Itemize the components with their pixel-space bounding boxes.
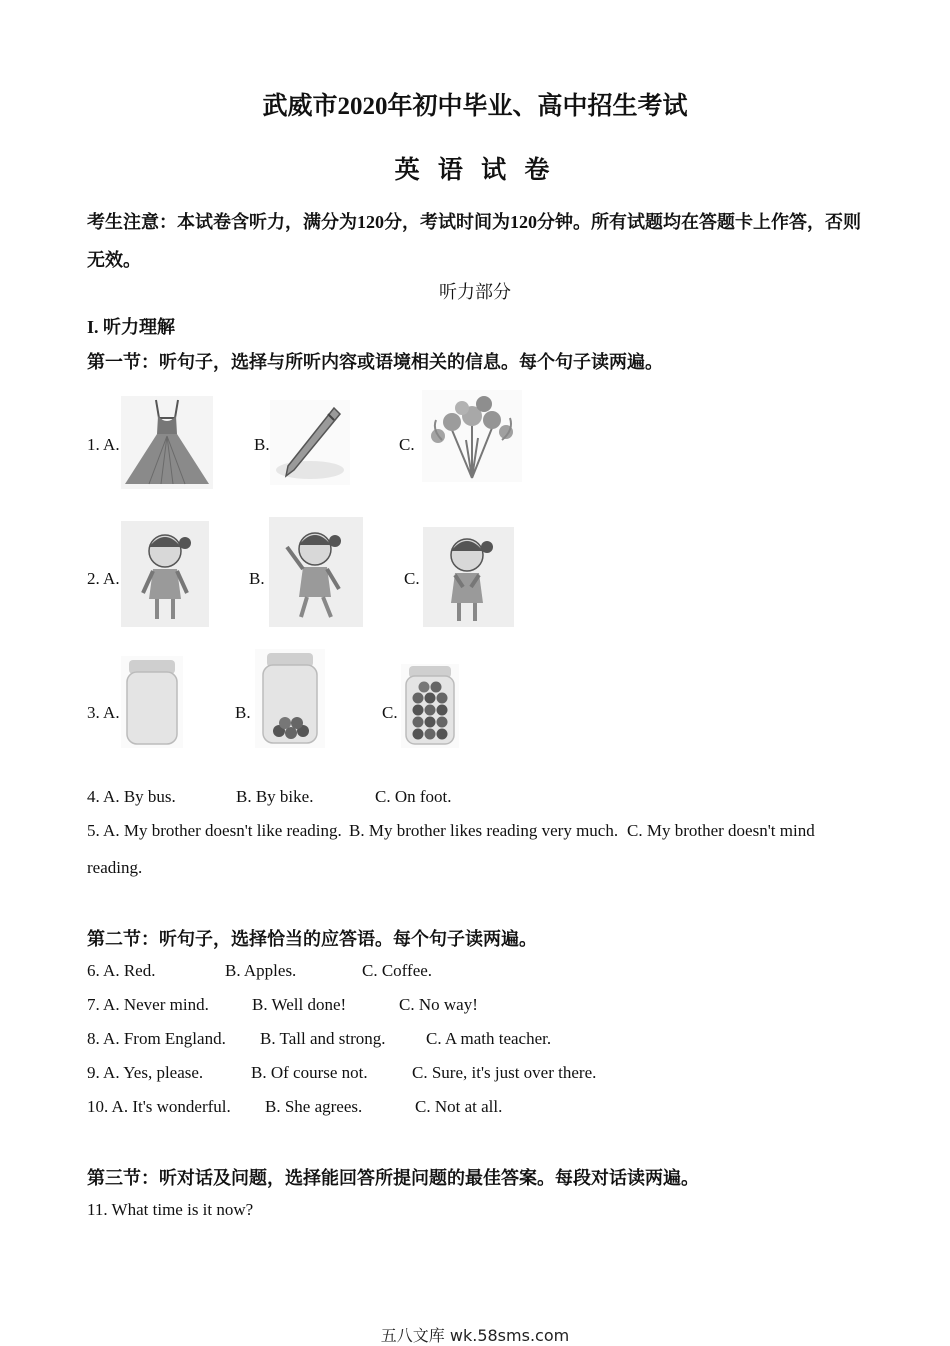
jar-full-balls-image bbox=[401, 664, 459, 748]
q1-option-c-label: C. bbox=[399, 435, 415, 454]
q1-option-a-label: 1. A. bbox=[87, 435, 120, 454]
section3-heading: 第三节：听对话及问题，选择能回答所提问题的最佳答案。每段对话读两遍。 bbox=[87, 1168, 699, 1188]
section2-heading: 第二节：听句子，选择恰当的应答语。每个句子读两遍。 bbox=[87, 929, 537, 949]
q3-option-b-label: B. bbox=[235, 703, 251, 722]
q11-question: 11. What time is it now? bbox=[87, 1200, 254, 1219]
dress-image bbox=[121, 396, 213, 489]
q7-option-a: 7. A. Never mind. bbox=[87, 995, 209, 1014]
q5-option-a: 5. A. My brother doesn't like reading. bbox=[87, 821, 342, 840]
q5-option-c: C. My brother doesn't mind bbox=[627, 821, 815, 840]
q6-option-b: B. Apples. bbox=[225, 961, 297, 980]
jar-few-balls-image bbox=[255, 649, 325, 748]
q9-option-c: C. Sure, it's just over there. bbox=[412, 1063, 597, 1082]
flowers-image bbox=[422, 390, 522, 482]
q6-option-c: C. Coffee. bbox=[362, 961, 433, 980]
exam-title: 武威市2020年初中毕业、高中招生考试 bbox=[262, 93, 688, 120]
q4-option-c: C. On foot. bbox=[375, 787, 452, 806]
section1-heading: 第一节：听句子，选择与所听内容或语境相关的信息。每个句子读两遍。 bbox=[87, 352, 663, 372]
q7-option-b: B. Well done! bbox=[252, 995, 347, 1014]
empty-jar-image bbox=[121, 656, 183, 748]
q2-option-b-label: B. bbox=[249, 569, 265, 588]
part-title: I. 听力理解 bbox=[87, 317, 176, 337]
q1-option-b-label: B. bbox=[254, 435, 270, 454]
girl-waving-image bbox=[269, 517, 363, 627]
q5-option-b: B. My brother likes reading very much. bbox=[349, 821, 619, 840]
q4-option-b: B. By bike. bbox=[236, 787, 314, 806]
girl-sad-image bbox=[423, 527, 514, 627]
listening-label: 听力部分 bbox=[439, 282, 511, 302]
footer-watermark: 五八文库 wk.58sms.com bbox=[380, 1326, 570, 1345]
q8-option-b: B. Tall and strong. bbox=[260, 1029, 386, 1048]
exam-subtitle: 英 语 试 卷 bbox=[394, 157, 556, 184]
q3-option-a-label: 3. A. bbox=[87, 703, 120, 722]
q10-option-a: 10. A. It's wonderful. bbox=[87, 1097, 231, 1116]
q4-option-a: 4. A. By bus. bbox=[87, 787, 176, 806]
q7-option-c: C. No way! bbox=[399, 995, 478, 1014]
girl-standing-image bbox=[121, 521, 209, 627]
q10-option-b: B. She agrees. bbox=[265, 1097, 363, 1116]
q9-option-b: B. Of course not. bbox=[251, 1063, 368, 1082]
q3-option-c-label: C. bbox=[382, 703, 398, 722]
q9-option-a: 9. A. Yes, please. bbox=[87, 1063, 204, 1082]
pen-image bbox=[270, 400, 350, 485]
q2-option-a-label: 2. A. bbox=[87, 569, 120, 588]
q8-option-a: 8. A. From England. bbox=[87, 1029, 226, 1048]
q5-option-c-continued: reading. bbox=[87, 858, 143, 877]
q10-option-c: C. Not at all. bbox=[415, 1097, 503, 1116]
q2-option-c-label: C. bbox=[404, 569, 420, 588]
exam-notice: 考生注意：本试卷含听力，满分为120分，考试时间为120分钟。所有试题均在答题卡上作答，否则无效。 bbox=[87, 212, 861, 270]
q6-option-a: 6. A. Red. bbox=[87, 961, 156, 980]
q8-option-c: C. A math teacher. bbox=[426, 1029, 552, 1048]
